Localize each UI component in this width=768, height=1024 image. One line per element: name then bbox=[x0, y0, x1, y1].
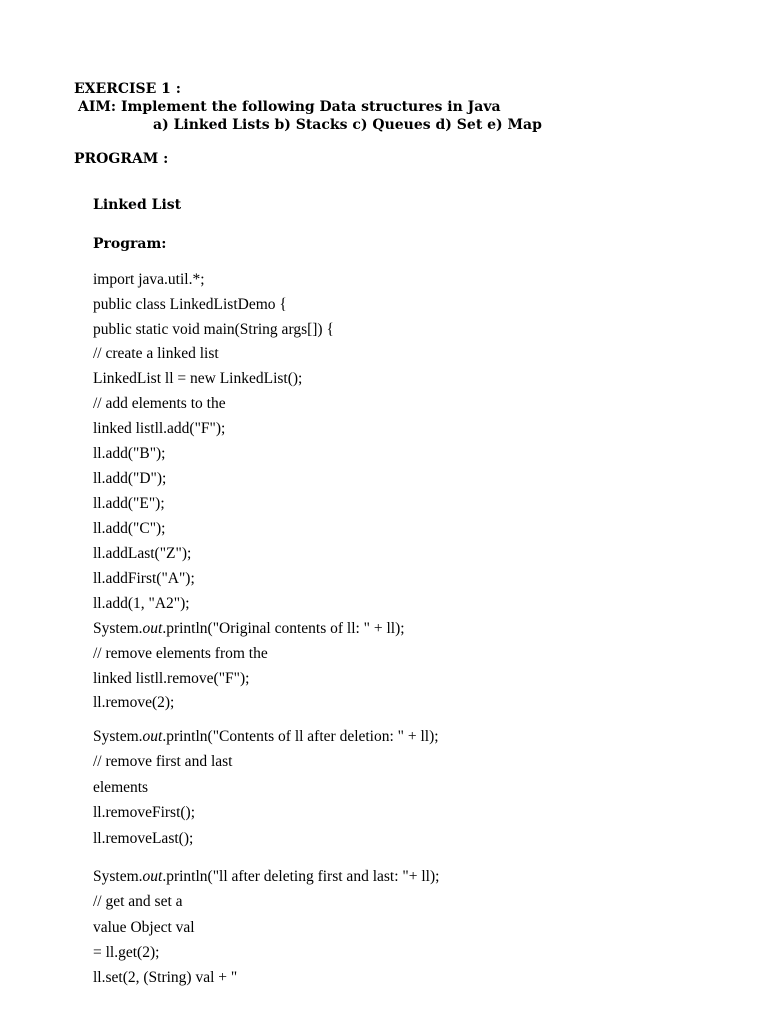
code-line: value Object val bbox=[93, 919, 195, 936]
code-line: // create a linked list bbox=[93, 345, 219, 362]
code-line: import java.util.*; bbox=[93, 271, 205, 288]
code-line: ll.removeLast(); bbox=[93, 830, 194, 847]
println-field: out bbox=[142, 728, 163, 745]
code-line: ll.addLast("Z"); bbox=[93, 545, 192, 562]
code-line: ll.add("B"); bbox=[93, 445, 166, 462]
println-line bbox=[93, 727, 439, 747]
code-line: elements bbox=[93, 779, 149, 796]
code-line: = ll.get(2); bbox=[93, 944, 160, 961]
println-prefix: System. bbox=[93, 620, 143, 637]
code-line: public class LinkedListDemo { bbox=[93, 296, 287, 313]
program-label: Program: bbox=[93, 236, 167, 252]
program-heading: PROGRAM : bbox=[74, 151, 169, 167]
code-line: ll.remove(2); bbox=[93, 694, 175, 711]
code-line: // remove elements from the bbox=[93, 645, 268, 662]
println-field: out bbox=[142, 620, 163, 637]
println-line bbox=[93, 867, 439, 887]
code-line: linked listll.add("F"); bbox=[93, 420, 226, 437]
code-line: public static void main(String args[]) { bbox=[93, 321, 334, 338]
code-line: ll.set(2, (String) val + " bbox=[93, 969, 238, 986]
code-line: ll.addFirst("A"); bbox=[93, 570, 195, 587]
section-title: Linked List bbox=[93, 197, 182, 213]
code-line: // add elements to the bbox=[93, 395, 226, 412]
println-prefix: System. bbox=[93, 868, 143, 885]
code-line: // get and set a bbox=[93, 893, 183, 910]
code-line: ll.removeFirst(); bbox=[93, 804, 196, 821]
code-line: ll.add(1, "A2"); bbox=[93, 595, 190, 612]
println-suffix: .println("Original contents of ll: " + ll); bbox=[162, 620, 405, 637]
code-line: LinkedList ll = new LinkedList(); bbox=[93, 370, 303, 387]
code-line: linked listll.remove("F"); bbox=[93, 670, 250, 687]
aim-items: a) Linked Lists b) Stacks c) Queues d) Set e) Map bbox=[153, 117, 542, 133]
println-prefix: System. bbox=[93, 728, 143, 745]
println-suffix: .println("ll after deleting first and last: "+ ll); bbox=[162, 868, 440, 885]
code-line: ll.add("E"); bbox=[93, 495, 165, 512]
println-field: out bbox=[142, 868, 163, 885]
aim-line: AIM: Implement the following Data structures in Java bbox=[78, 99, 501, 115]
exercise-title: EXERCISE 1 : bbox=[74, 81, 181, 97]
println-line bbox=[93, 619, 405, 639]
code-line: ll.add("D"); bbox=[93, 470, 167, 487]
code-line: // remove first and last bbox=[93, 753, 233, 770]
println-suffix: .println("Contents of ll after deletion: " + ll); bbox=[162, 728, 439, 745]
code-line: ll.add("C"); bbox=[93, 520, 166, 537]
